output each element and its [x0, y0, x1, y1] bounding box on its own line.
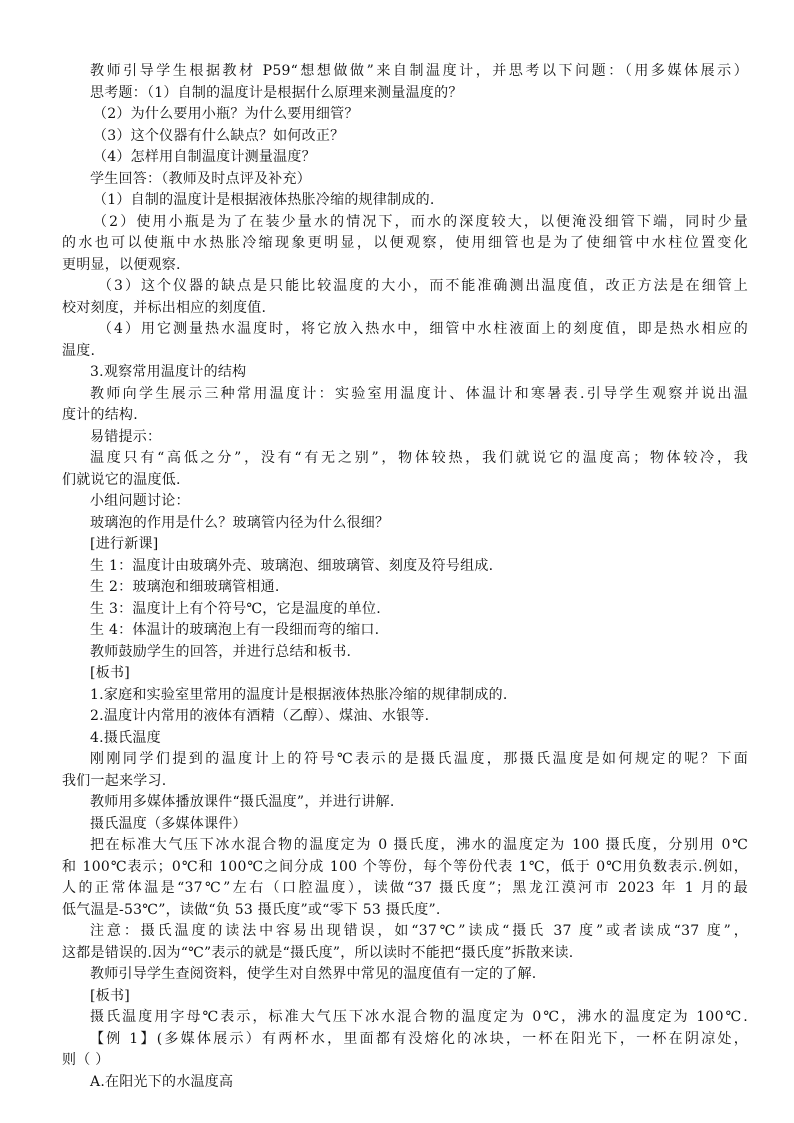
text-line: 3.观察常用温度计的结构 — [90, 364, 247, 380]
text-line: 生 3：温度计上有个符号℃，它是温度的单位. — [90, 600, 381, 617]
text-line: 教师向学生展示三种常用温度计：实验室用温度计、体温计和寒暑表.引导学生观察并说出温 — [90, 385, 748, 402]
text-line: 生 4：体温计的玻璃泡上有一段细而弯的缩口. — [90, 622, 380, 638]
text-line: 这都是错误的.因为“℃”表示的就是“摄氏度”，所以读时不能把“摄氏度”拆散来读. — [62, 944, 574, 961]
text-line: 4.摄氏温度 — [90, 729, 161, 746]
text-line: 和 100℃表示；0℃和 100℃之间分成 100 个等份，每个等份代表 1℃，低于 0℃用负数表示.例如， — [62, 858, 748, 875]
document-body — [62, 61, 748, 1093]
text-line: （4）用它测量热水温度时，将它放入热水中，细管中水柱液面上的刻度值，即是热水相应的 — [98, 321, 748, 337]
text-line: （3）这个仪器的缺点是只能比较温度的大小，而不能准确测出温度值，改正方法是在细管上 — [98, 278, 748, 294]
text-line: 度计的结构. — [62, 407, 138, 423]
text-line: 刚刚同学们提到的温度计上的符号℃表示的是摄氏温度，那摄氏温度是如何规定的呢？下面 — [90, 751, 748, 767]
text-line: 玻璃泡的作用是什么？玻璃管内径为什么很细？ — [90, 514, 390, 531]
text-line: 人的正常体温是“37℃”左右（口腔温度），读做“37 摄氏度”；黑龙江漠河市 2023 年 1 月的最 — [62, 880, 748, 896]
text-line: （4）怎样用自制温度计测量温度？ — [93, 149, 316, 165]
text-line: 更明显，以便观察. — [62, 256, 181, 273]
text-line: 摄氏温度（多媒体课件） — [90, 815, 247, 832]
text-line: 把在标准大气压下冰水混合物的温度定为 0 摄氏度，沸水的温度定为 100 摄氏度，分别用 0℃ — [90, 837, 748, 853]
text-line: 教师用多媒体播放课件“摄氏温度”，并进行讲解. — [90, 794, 395, 810]
text-line: （2）使用小瓶是为了在装少量水的情况下，而水的深度较大，以便淹没细管下端，同时少量 — [93, 213, 748, 230]
text-line: 生 2：玻璃泡和细玻璃管相通. — [90, 579, 280, 595]
text-line: （2）为什么要用小瓶？为什么要用细管？ — [93, 106, 359, 122]
text-line: 摄氏温度用字母℃表示，标准大气压下冰水混合物的温度定为 0℃，沸水的温度定为 100℃. — [90, 1009, 748, 1025]
text-line: （3）这个仪器有什么缺点？如何改正？ — [93, 127, 345, 144]
text-line: 学生回答：（教师及时点评及补充） — [90, 170, 311, 187]
text-line: 1.家庭和实验室里常用的温度计是根据液体热胀冷缩的规律制成的. — [90, 686, 508, 703]
text-line: A.在阳光下的水温度高 — [90, 1073, 234, 1090]
text-line: 们就说它的温度低. — [62, 471, 181, 488]
text-line: 2.温度计内常用的液体有酒精（乙醇）、煤油、水银等. — [90, 708, 430, 724]
text-line: 温度. — [62, 342, 96, 359]
text-line: 温度只有“高低之分”，没有“有无之别”，物体较热，我们就说它的温度高；物体较冷，我 — [90, 450, 748, 466]
text-line: [板书] — [90, 987, 130, 1004]
text-line: 小组问题讨论： — [90, 493, 190, 509]
text-line: 教师引导学生查阅资料，使学生对自然界中常见的温度值有一定的了解. — [90, 966, 537, 982]
text-line: 【例 1】(多媒体展示）有两杯水，里面都有没熔化的冰块，一杯在阳光下，一杯在阴凉处， — [90, 1030, 748, 1047]
text-line: 教师鼓励学生的回答，并进行总结和板书. — [90, 643, 352, 660]
text-line: 易错提示： — [90, 428, 162, 445]
text-line: 低气温是-53℃”，读做“负 53 摄氏度”或“零下 53 摄氏度”. — [62, 901, 441, 918]
text-line: 教师引导学生根据教材 P59“想想做做”来自制温度计，并思考以下问题：（用多媒体展示） — [90, 63, 748, 79]
text-line: [板书] — [90, 665, 130, 681]
text-line: 校对刻度，并标出相应的刻度值. — [62, 299, 267, 316]
text-line: [进行新课] — [90, 536, 159, 552]
text-line: 思考题：（1）自制的温度计是根据什么原理来测量温度的？ — [90, 84, 463, 101]
text-line: 则（ ） — [62, 1052, 110, 1068]
text-line: 我们一起来学习. — [62, 772, 167, 789]
text-line: 生 1：温度计由玻璃外壳、玻璃泡、细玻璃管、刻度及符号组成. — [90, 557, 494, 574]
text-line: （1）自制的温度计是根据液体热胀冷缩的规律制成的. — [93, 192, 435, 208]
text-line: 注意：摄氏温度的读法中容易出现错误，如“37℃”读成“摄氏 37 度”或者读成“37 度”， — [90, 923, 748, 939]
text-line: 的水也可以使瓶中水热胀冷缩现象更明显，以便观察，使用细管也是为了使细管中水柱位置变化 — [62, 235, 748, 251]
